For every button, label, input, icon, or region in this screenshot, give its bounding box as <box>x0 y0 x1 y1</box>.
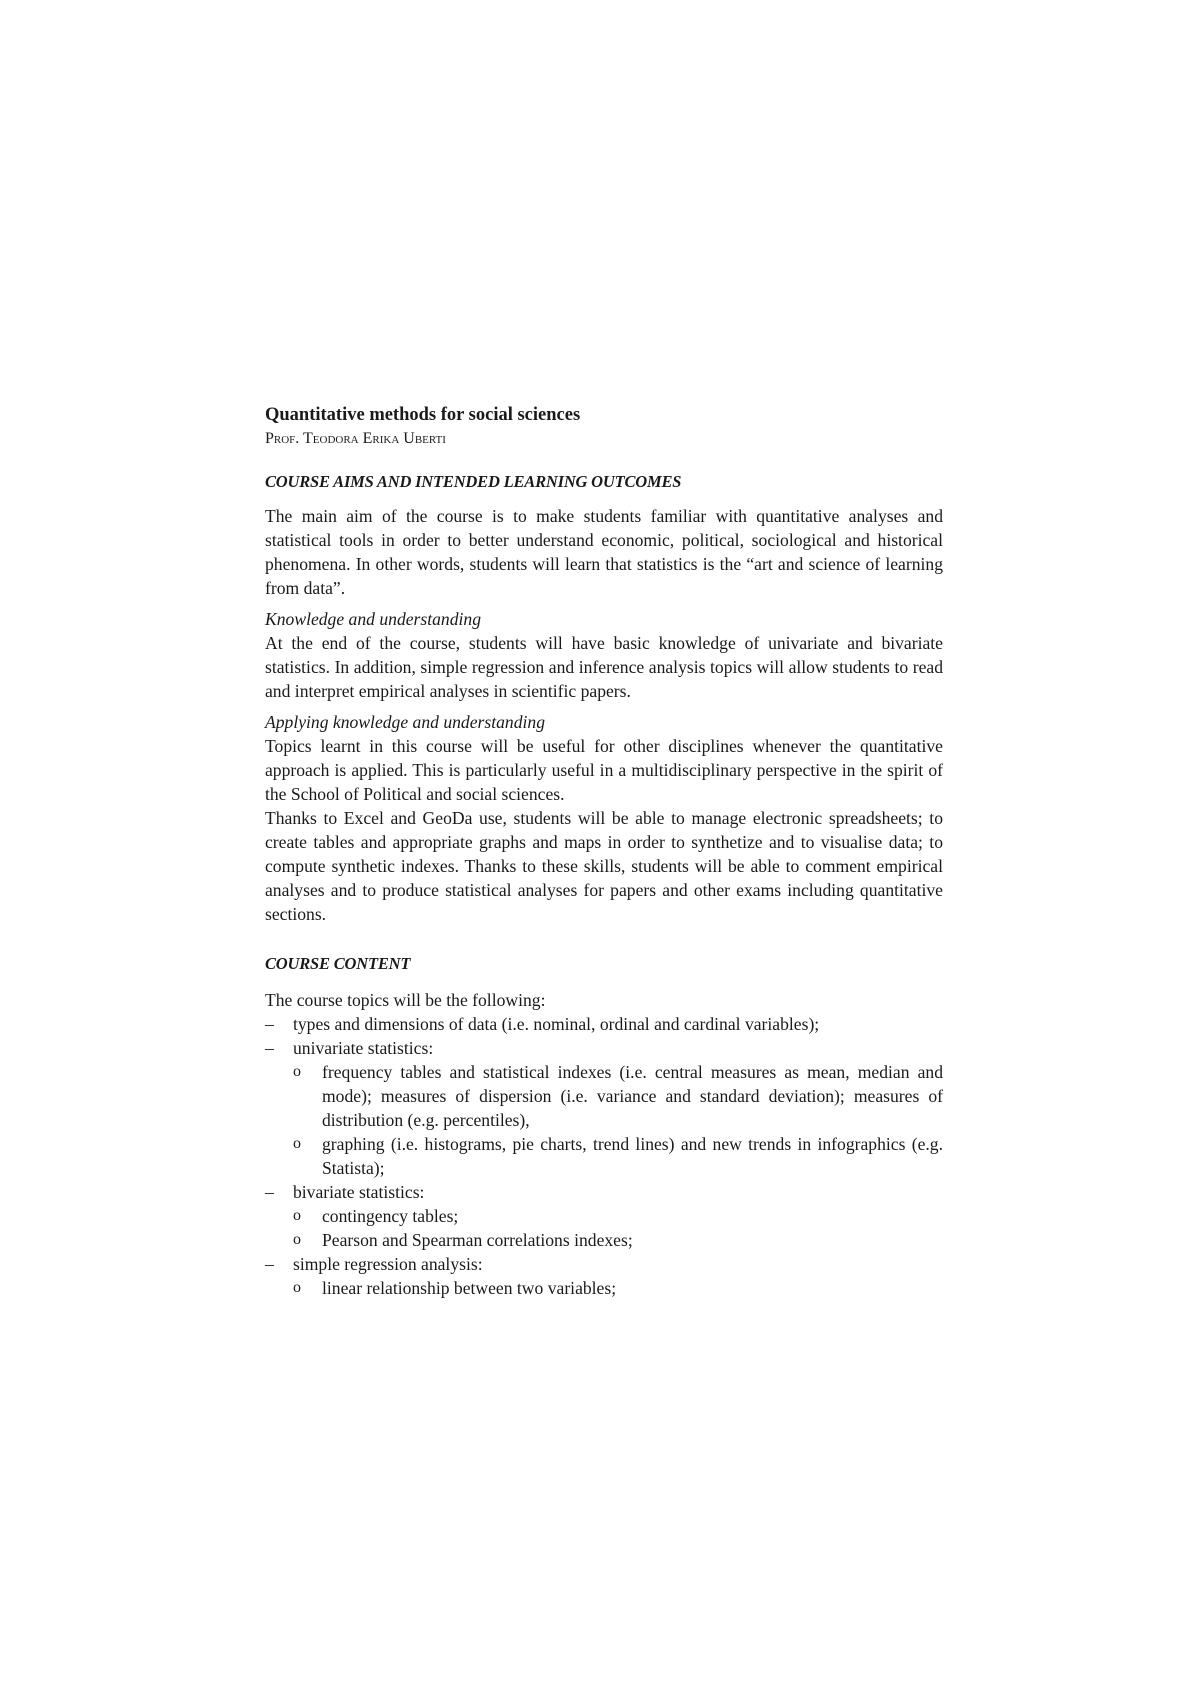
topic-item-bivariate <box>265 1180 943 1252</box>
subtopic-item <box>293 1132 943 1180</box>
knowledge-subheading: Knowledge and understanding <box>265 609 482 629</box>
subtopic-label: contingency tables; <box>322 1206 459 1226</box>
topic-item-regression <box>265 1252 943 1300</box>
subtopic-label: graphing (i.e. histograms, pie charts, trend lines) and new trends in infographics (e.g. Statista); <box>322 1134 943 1178</box>
subtopic-label: linear relationship between two variables; <box>322 1278 617 1298</box>
subtopic-item <box>293 1204 943 1228</box>
aims-heading: COURSE AIMS AND INTENDED LEARNING OUTCOMES <box>265 472 682 491</box>
topic-label: types and dimensions of data (i.e. nominal, ordinal and cardinal variables); <box>293 1014 820 1034</box>
circle-marker: o <box>293 1207 301 1224</box>
dash-marker: – <box>265 1014 274 1034</box>
subtopic-item <box>293 1228 943 1252</box>
subtopics-list <box>293 1060 943 1180</box>
topic-label: univariate statistics: <box>293 1038 434 1058</box>
applying-subheading: Applying knowledge and understanding <box>265 712 545 732</box>
subtopic-item <box>293 1276 943 1300</box>
circle-marker: o <box>293 1279 301 1296</box>
course-author: Prof. Teodora Erika Uberti <box>265 430 446 447</box>
document-page <box>265 402 943 1300</box>
subtopics-list <box>293 1276 943 1300</box>
circle-marker: o <box>293 1063 301 1080</box>
applying-paragraph-2: Thanks to Excel and GeoDa use, students will be able to manage electronic spreadsheets; to create tables and appropriate graphs and maps in order to synthetize and to visualise data; to compute synthetic indexes. Thanks to these skills, students will be able to comment empirical analyses and to produce statistical analyses for papers and other exams including quantitative sections. <box>265 808 943 924</box>
subtopics-list <box>293 1204 943 1252</box>
circle-marker: o <box>293 1231 301 1248</box>
course-title: Quantitative methods for social sciences <box>265 405 581 425</box>
applying-paragraph-1: Topics learnt in this course will be useful for other disciplines whenever the quantitative approach is applied. This is particularly useful in a multidisciplinary perspective in the spirit of the School of Political and social sciences. <box>265 736 943 804</box>
content-heading: COURSE CONTENT <box>265 954 411 973</box>
topic-item-univariate <box>265 1036 943 1180</box>
subtopic-item <box>293 1060 943 1132</box>
topics-list <box>265 1012 943 1300</box>
dash-marker: – <box>265 1038 274 1058</box>
knowledge-paragraph: At the end of the course, students will have basic knowledge of univariate and bivariate statistics. In addition, simple regression and inference analysis topics will allow students to read and interpret empirical analyses in scientific papers. <box>265 633 943 701</box>
topic-label: simple regression analysis: <box>293 1254 483 1274</box>
dash-marker: – <box>265 1254 274 1274</box>
dash-marker: – <box>265 1182 274 1202</box>
content-intro: The course topics will be the following: <box>265 990 546 1010</box>
subtopic-label: frequency tables and statistical indexes (i.e. central measures as mean, median and mode); measures of dispersion (i.e. variance and standard deviation); measures of distribution (e.g. percentiles), <box>322 1062 943 1130</box>
topic-item-data-types <box>265 1012 943 1036</box>
circle-marker: o <box>293 1135 301 1152</box>
aims-intro-paragraph: The main aim of the course is to make students familiar with quantitative analyses and statistical tools in order to better understand economic, political, sociological and historical phenomena. In other words, students will learn that statistics is the “art and science of learning from data”. <box>265 506 943 598</box>
subtopic-label: Pearson and Spearman correlations indexes; <box>322 1230 633 1250</box>
topic-label: bivariate statistics: <box>293 1182 425 1202</box>
